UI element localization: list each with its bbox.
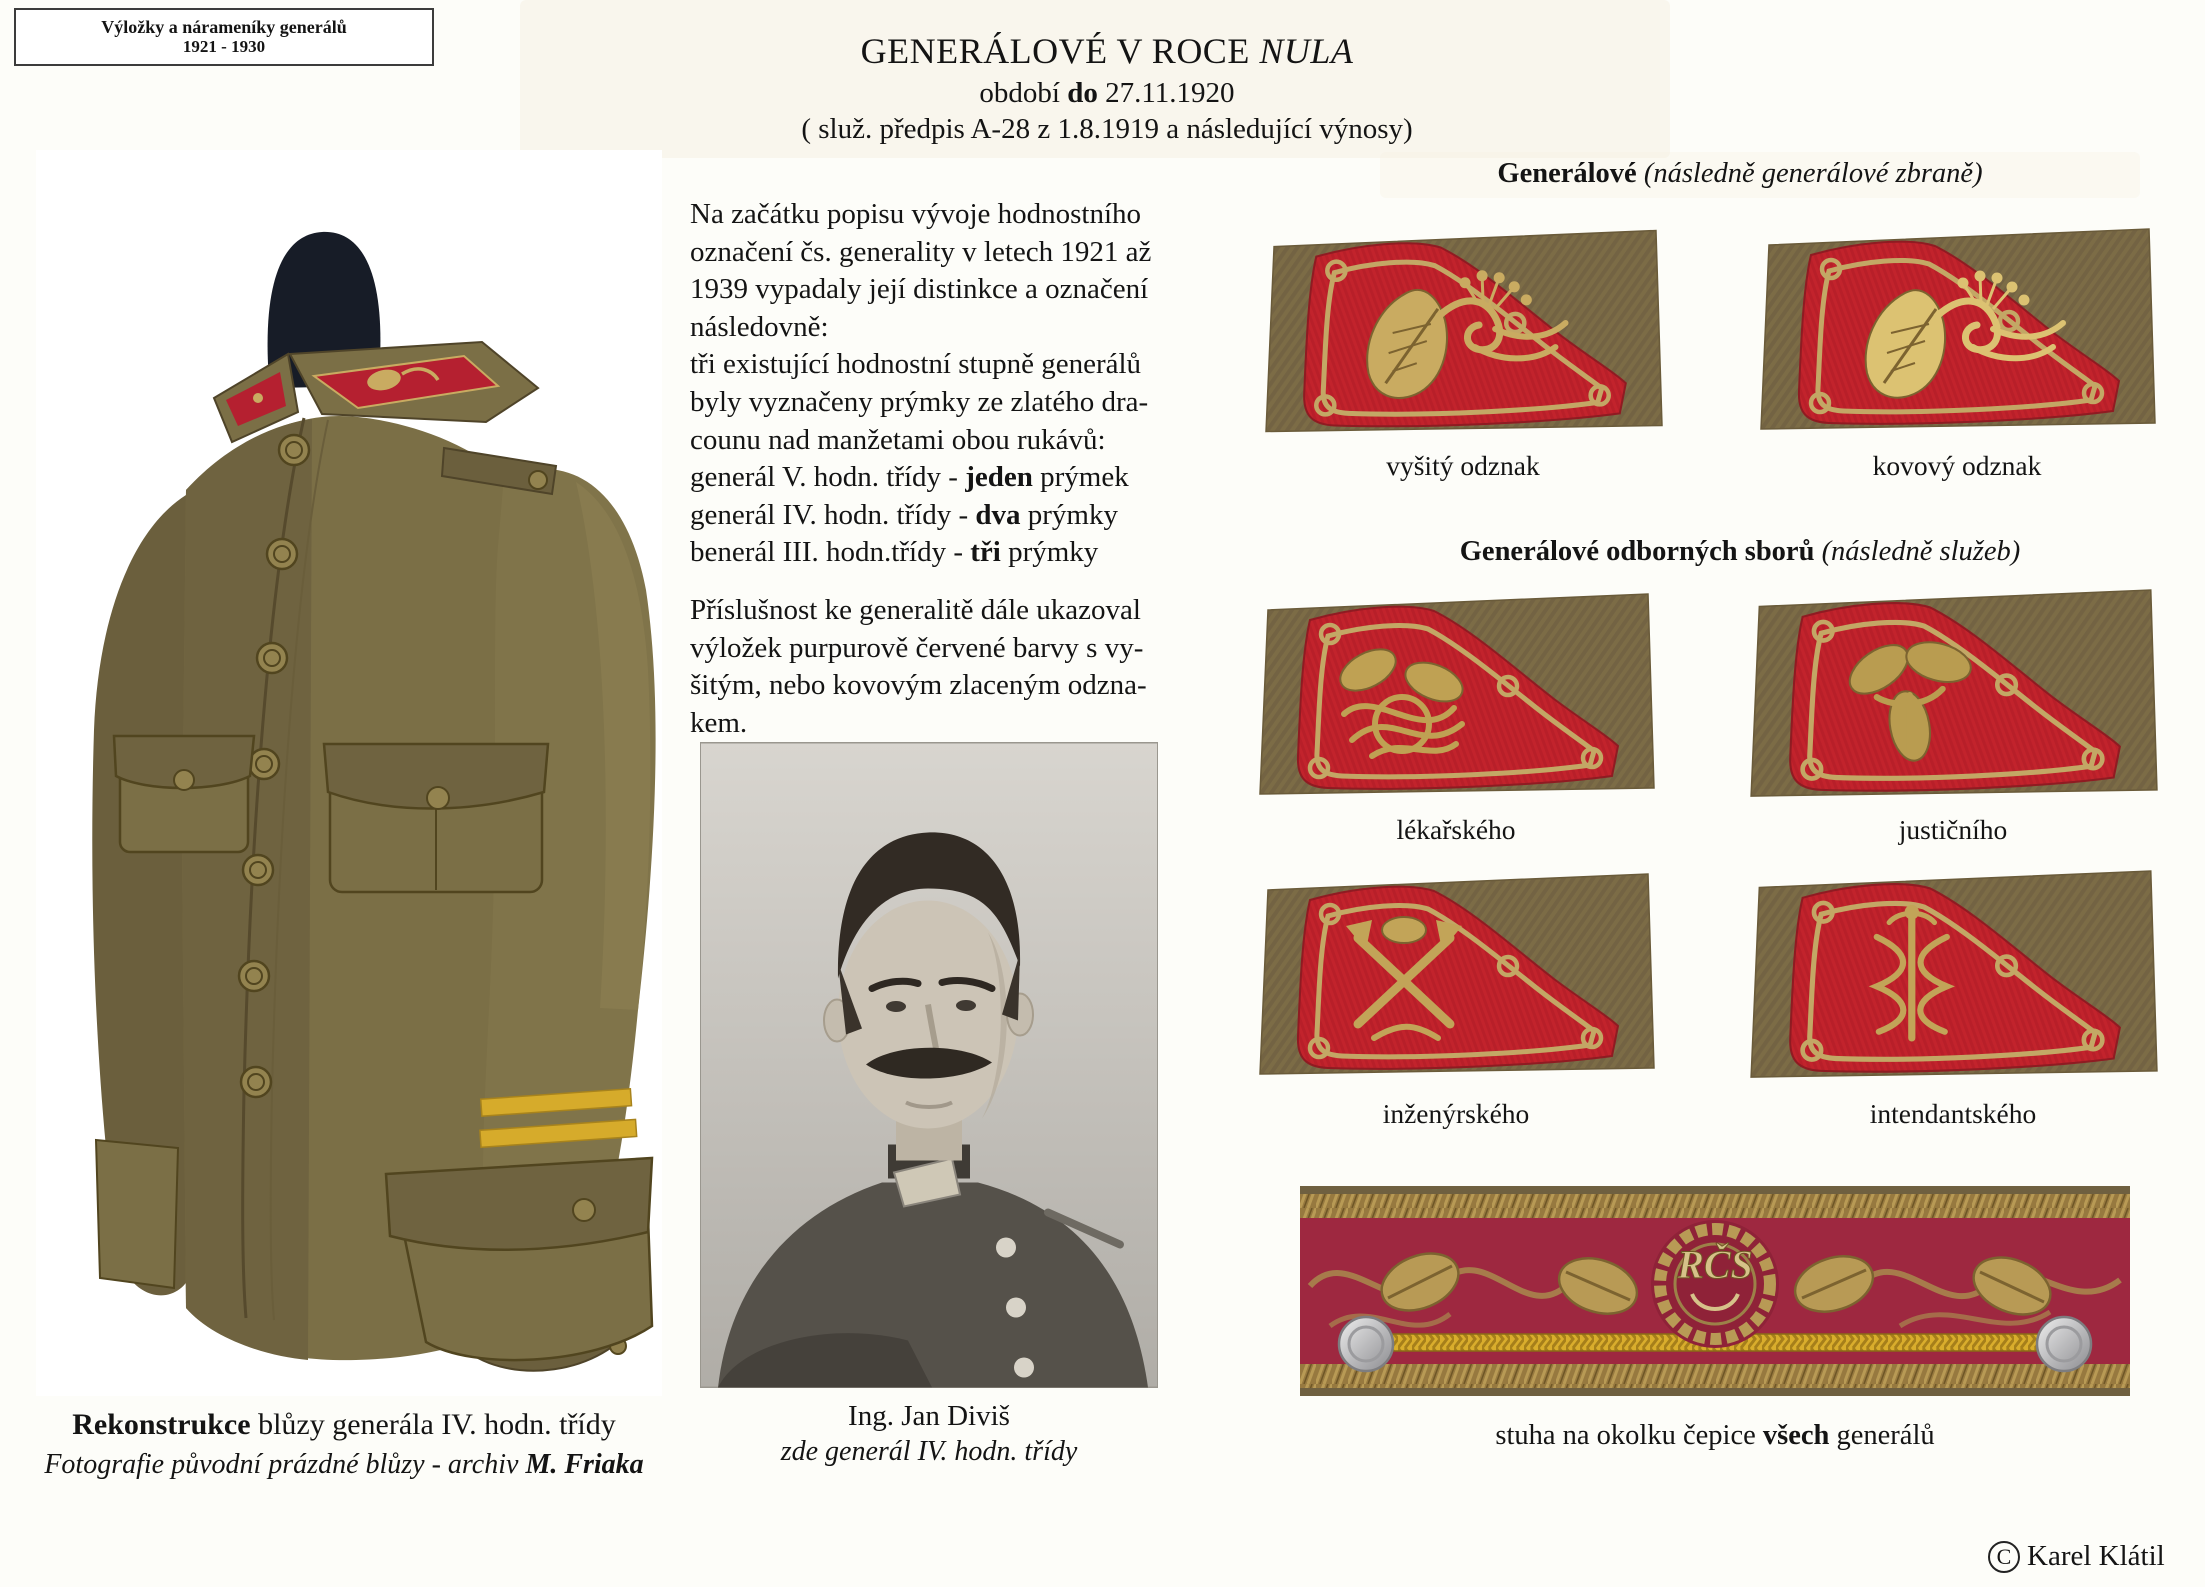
intro-paragraph	[690, 196, 1202, 572]
text-line: následovně:	[690, 310, 829, 343]
subtitle-pre: období	[979, 77, 1068, 109]
collar-patch-engineer-image	[1256, 864, 1656, 1082]
heading-specialist-bold: Generálové odborných sborů	[1459, 536, 1815, 567]
text-line: šitým, nebo kovovým zlaceným odzna-	[690, 669, 1147, 702]
text-line: Na začátku popisu vývoje hodnostního	[690, 198, 1142, 230]
text-line: generál IV. hodn. třídy - dva prýmky	[690, 498, 1118, 531]
corner-title-line2: 1921 - 1930	[182, 37, 266, 56]
band-monogram: RČS	[1677, 1242, 1753, 1287]
heading-generals-italic: (následně generálové zbraně)	[1636, 158, 1983, 189]
collar-patch-intendant-image	[1747, 864, 2159, 1082]
patch-label-engineer: inženýrského	[1382, 1098, 1530, 1129]
membership-paragraph	[690, 592, 1202, 742]
band-caption-pre: stuha na okolku čepice	[1495, 1420, 1763, 1451]
text-line: označení čs. generality v letech 1921 až	[690, 235, 1152, 268]
text-line: tři existující hodnostní stupně generálů	[690, 348, 1142, 381]
text-line: výložek purpurově červené barvy s vy-	[690, 631, 1144, 664]
subtitle-post: 27.11.1920	[1097, 77, 1235, 109]
portrait-description: zde generál IV. hodn. třídy	[780, 1436, 1078, 1467]
corner-title-line1: Výložky a nárameníky generálů	[101, 17, 347, 37]
jacket-caption-archive-name: M. Friaka	[525, 1449, 644, 1480]
portrait-name: Ing. Jan Diviš	[848, 1400, 1010, 1432]
patch-label-metal: kovový odznak	[1872, 450, 2042, 481]
patch-label-justice: justičního	[1898, 814, 2008, 845]
uniform-jacket-illustration	[36, 150, 662, 1396]
title-main	[700, 30, 1514, 72]
uniform-jacket-photo	[36, 150, 662, 1396]
collar-patch-medical-image	[1256, 584, 1656, 802]
text-line: 1939 vypadaly její distinkce a označení	[690, 273, 1149, 306]
text-line: benerál III. hodn.třídy - tři prýmky	[690, 536, 1099, 569]
title-main-italic: NULA	[1259, 31, 1354, 71]
heading-specialist-italic: (následně služeb)	[1814, 536, 2021, 567]
text-line: Příslušnost ke generalitě dále ukazoval	[690, 594, 1141, 626]
heading-generals	[1290, 158, 2190, 190]
jacket-caption	[18, 1408, 670, 1481]
title-main-text: GENERÁLOVÉ V ROCE	[860, 31, 1260, 71]
title-subtitle	[700, 77, 1514, 110]
collar-patch-embroidered-image	[1262, 224, 1664, 436]
collar-patch-metal-image	[1757, 222, 2157, 434]
jacket-caption-rest: blůzy generála IV. hodn. třídy	[250, 1408, 616, 1441]
copyright-notice	[1988, 1540, 2198, 1573]
portrait-photo-jan-divis	[700, 742, 1158, 1388]
cap-band-image	[1300, 1186, 2130, 1396]
text-line: generál V. hodn. třídy - jeden prýmek	[690, 461, 1129, 494]
text-line: byly vyznačeny prýmky ze zlatého dra-	[690, 385, 1149, 418]
subtitle-bold: do	[1067, 77, 1098, 109]
copyright-name: Karel Klátil	[2027, 1540, 2165, 1572]
heading-generals-bold: Generálové	[1497, 158, 1637, 189]
corner-title-box	[14, 8, 434, 66]
jacket-caption-line2	[18, 1449, 670, 1481]
cap-band-illustration	[1300, 1186, 2130, 1396]
patch-label-embroidered: vyšitý odznak	[1386, 450, 1540, 481]
text-line: kem.	[690, 706, 748, 739]
jacket-caption-bold: Rekonstrukce	[72, 1408, 251, 1441]
portrait-illustration	[700, 742, 1158, 1388]
title-regulation-line: ( služ. předpis A-28 z 1.8.1919 a následující výnosy)	[801, 113, 1413, 145]
band-caption	[1300, 1420, 2130, 1452]
band-caption-post: generálů	[1829, 1420, 1935, 1451]
jacket-caption-line1	[18, 1408, 670, 1442]
page-title	[700, 30, 1514, 146]
patch-label-intendant: intendantského	[1869, 1098, 2037, 1129]
copyright-icon: C	[1988, 1541, 2020, 1573]
portrait-caption	[700, 1400, 1158, 1468]
text-line: counu nad manžetami obou rukávů:	[690, 423, 1106, 456]
band-caption-bold: všech	[1762, 1420, 1830, 1451]
collar-patch-justice-image	[1747, 582, 2159, 802]
heading-specialist-generals	[1290, 536, 2190, 568]
patch-label-medical: lékařského	[1396, 814, 1516, 845]
jacket-caption-source: Fotografie původní prázdné blůzy - archiv	[44, 1449, 526, 1480]
